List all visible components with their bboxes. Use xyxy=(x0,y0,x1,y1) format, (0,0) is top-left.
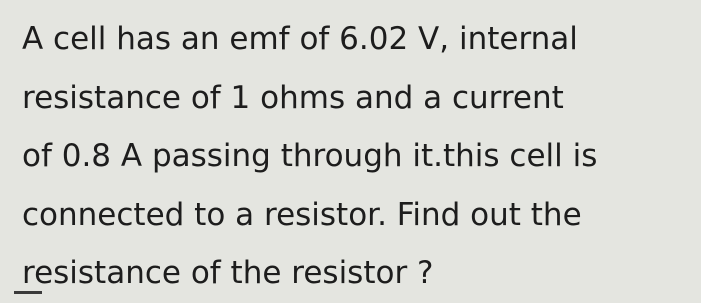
question-line-3: of 0.8 A passing through it.this cell is xyxy=(22,138,598,174)
question-text xyxy=(22,10,692,303)
question-line-5: resistance of the resistor ? xyxy=(22,255,434,291)
question-line-4: connected to a resistor. Find out the xyxy=(22,196,582,233)
question-line-1: A cell has an emf of 6.02 V, internal xyxy=(22,21,578,57)
question-line-2: resistance of 1 ohms and a current xyxy=(22,79,564,116)
